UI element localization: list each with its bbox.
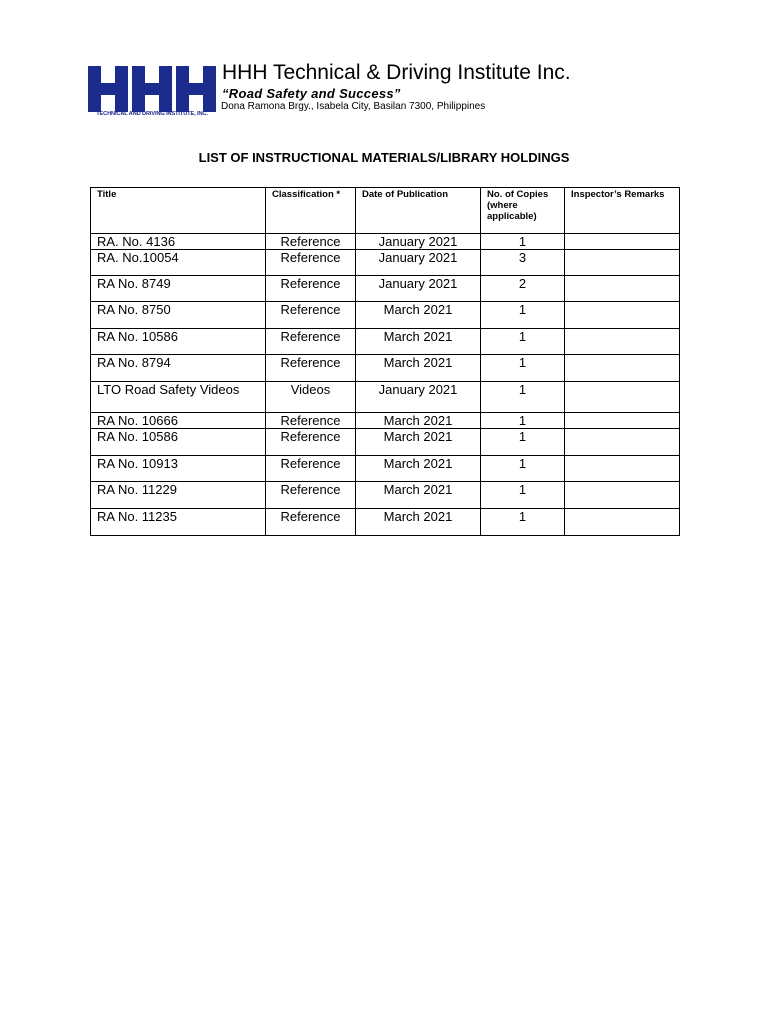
cell-copies: 1 xyxy=(481,355,565,382)
cell-remarks xyxy=(565,276,680,302)
cell-classification: Videos xyxy=(266,382,356,413)
cell-date: March 2021 xyxy=(356,302,481,329)
cell-remarks xyxy=(565,302,680,329)
table-header-row xyxy=(91,188,680,234)
cell-classification: Reference xyxy=(266,302,356,329)
cell-date: March 2021 xyxy=(356,456,481,482)
column-header-title: Title xyxy=(91,188,266,234)
cell-copies: 1 xyxy=(481,413,565,429)
column-header-copies: No. of Copies (where applicable) xyxy=(481,188,565,234)
cell-classification: Reference xyxy=(266,250,356,276)
cell-date: January 2021 xyxy=(356,250,481,276)
cell-title: RA No. 10913 xyxy=(91,456,266,482)
cell-remarks xyxy=(565,509,680,536)
cell-copies: 1 xyxy=(481,302,565,329)
cell-date: March 2021 xyxy=(356,329,481,355)
cell-classification: Reference xyxy=(266,329,356,355)
cell-remarks xyxy=(565,382,680,413)
table-row xyxy=(91,509,680,536)
table-row xyxy=(91,329,680,355)
column-header-remarks: Inspector’s Remarks xyxy=(565,188,680,234)
cell-classification: Reference xyxy=(266,276,356,302)
cell-classification: Reference xyxy=(266,482,356,509)
table-row xyxy=(91,482,680,509)
cell-remarks xyxy=(565,456,680,482)
cell-copies: 1 xyxy=(481,456,565,482)
cell-remarks xyxy=(565,429,680,456)
cell-title: RA No. 11229 xyxy=(91,482,266,509)
cell-title: RA No. 10666 xyxy=(91,413,266,429)
cell-remarks xyxy=(565,482,680,509)
cell-date: March 2021 xyxy=(356,509,481,536)
cell-copies: 3 xyxy=(481,250,565,276)
table-row xyxy=(91,276,680,302)
document-title: LIST OF INSTRUCTIONAL MATERIALS/LIBRARY HOLDINGS xyxy=(198,150,570,165)
logo-subtitle: TECHNICAL AND DRIVING INSTITUTE, INC. xyxy=(96,111,208,117)
cell-title: RA. No. 4136 xyxy=(91,234,266,250)
cell-title: RA No. 8750 xyxy=(91,302,266,329)
cell-classification: Reference xyxy=(266,234,356,250)
cell-copies: 1 xyxy=(481,329,565,355)
cell-remarks xyxy=(565,329,680,355)
table-row xyxy=(91,234,680,250)
hhh-logo-letters xyxy=(88,66,216,112)
cell-date: March 2021 xyxy=(356,413,481,429)
institute-logo xyxy=(86,66,218,122)
cell-remarks xyxy=(565,234,680,250)
table-row xyxy=(91,250,680,276)
cell-copies: 1 xyxy=(481,482,565,509)
cell-date: January 2021 xyxy=(356,234,481,250)
cell-copies: 1 xyxy=(481,509,565,536)
cell-title: RA No. 10586 xyxy=(91,429,266,456)
cell-classification: Reference xyxy=(266,509,356,536)
table-row xyxy=(91,429,680,456)
cell-date: March 2021 xyxy=(356,429,481,456)
holdings-table xyxy=(90,187,680,536)
cell-remarks xyxy=(565,355,680,382)
cell-date: January 2021 xyxy=(356,276,481,302)
cell-date: March 2021 xyxy=(356,355,481,382)
cell-title: RA No. 8749 xyxy=(91,276,266,302)
cell-remarks xyxy=(565,413,680,429)
cell-copies: 2 xyxy=(481,276,565,302)
table-row xyxy=(91,302,680,329)
cell-remarks xyxy=(565,250,680,276)
table-row xyxy=(91,413,680,429)
cell-title: RA No. 8794 xyxy=(91,355,266,382)
cell-title: RA No. 11235 xyxy=(91,509,266,536)
column-header-date: Date of Publication xyxy=(356,188,481,234)
cell-copies: 1 xyxy=(481,234,565,250)
cell-title: LTO Road Safety Videos xyxy=(91,382,266,413)
cell-classification: Reference xyxy=(266,429,356,456)
cell-date: March 2021 xyxy=(356,482,481,509)
table-row xyxy=(91,355,680,382)
address: Dona Ramona Brgy., Isabela City, Basilan 7300, Philippines xyxy=(221,101,486,112)
column-header-classification: Classification * xyxy=(266,188,356,234)
cell-title: RA No. 10586 xyxy=(91,329,266,355)
cell-classification: Reference xyxy=(266,456,356,482)
institute-name: HHH Technical & Driving Institute Inc. xyxy=(222,61,571,84)
cell-title: RA. No.10054 xyxy=(91,250,266,276)
cell-copies: 1 xyxy=(481,429,565,456)
cell-classification: Reference xyxy=(266,413,356,429)
table-row xyxy=(91,382,680,413)
table-row xyxy=(91,456,680,482)
slogan: “Road Safety and Success” xyxy=(222,86,401,101)
cell-date: January 2021 xyxy=(356,382,481,413)
cell-copies: 1 xyxy=(481,382,565,413)
cell-classification: Reference xyxy=(266,355,356,382)
